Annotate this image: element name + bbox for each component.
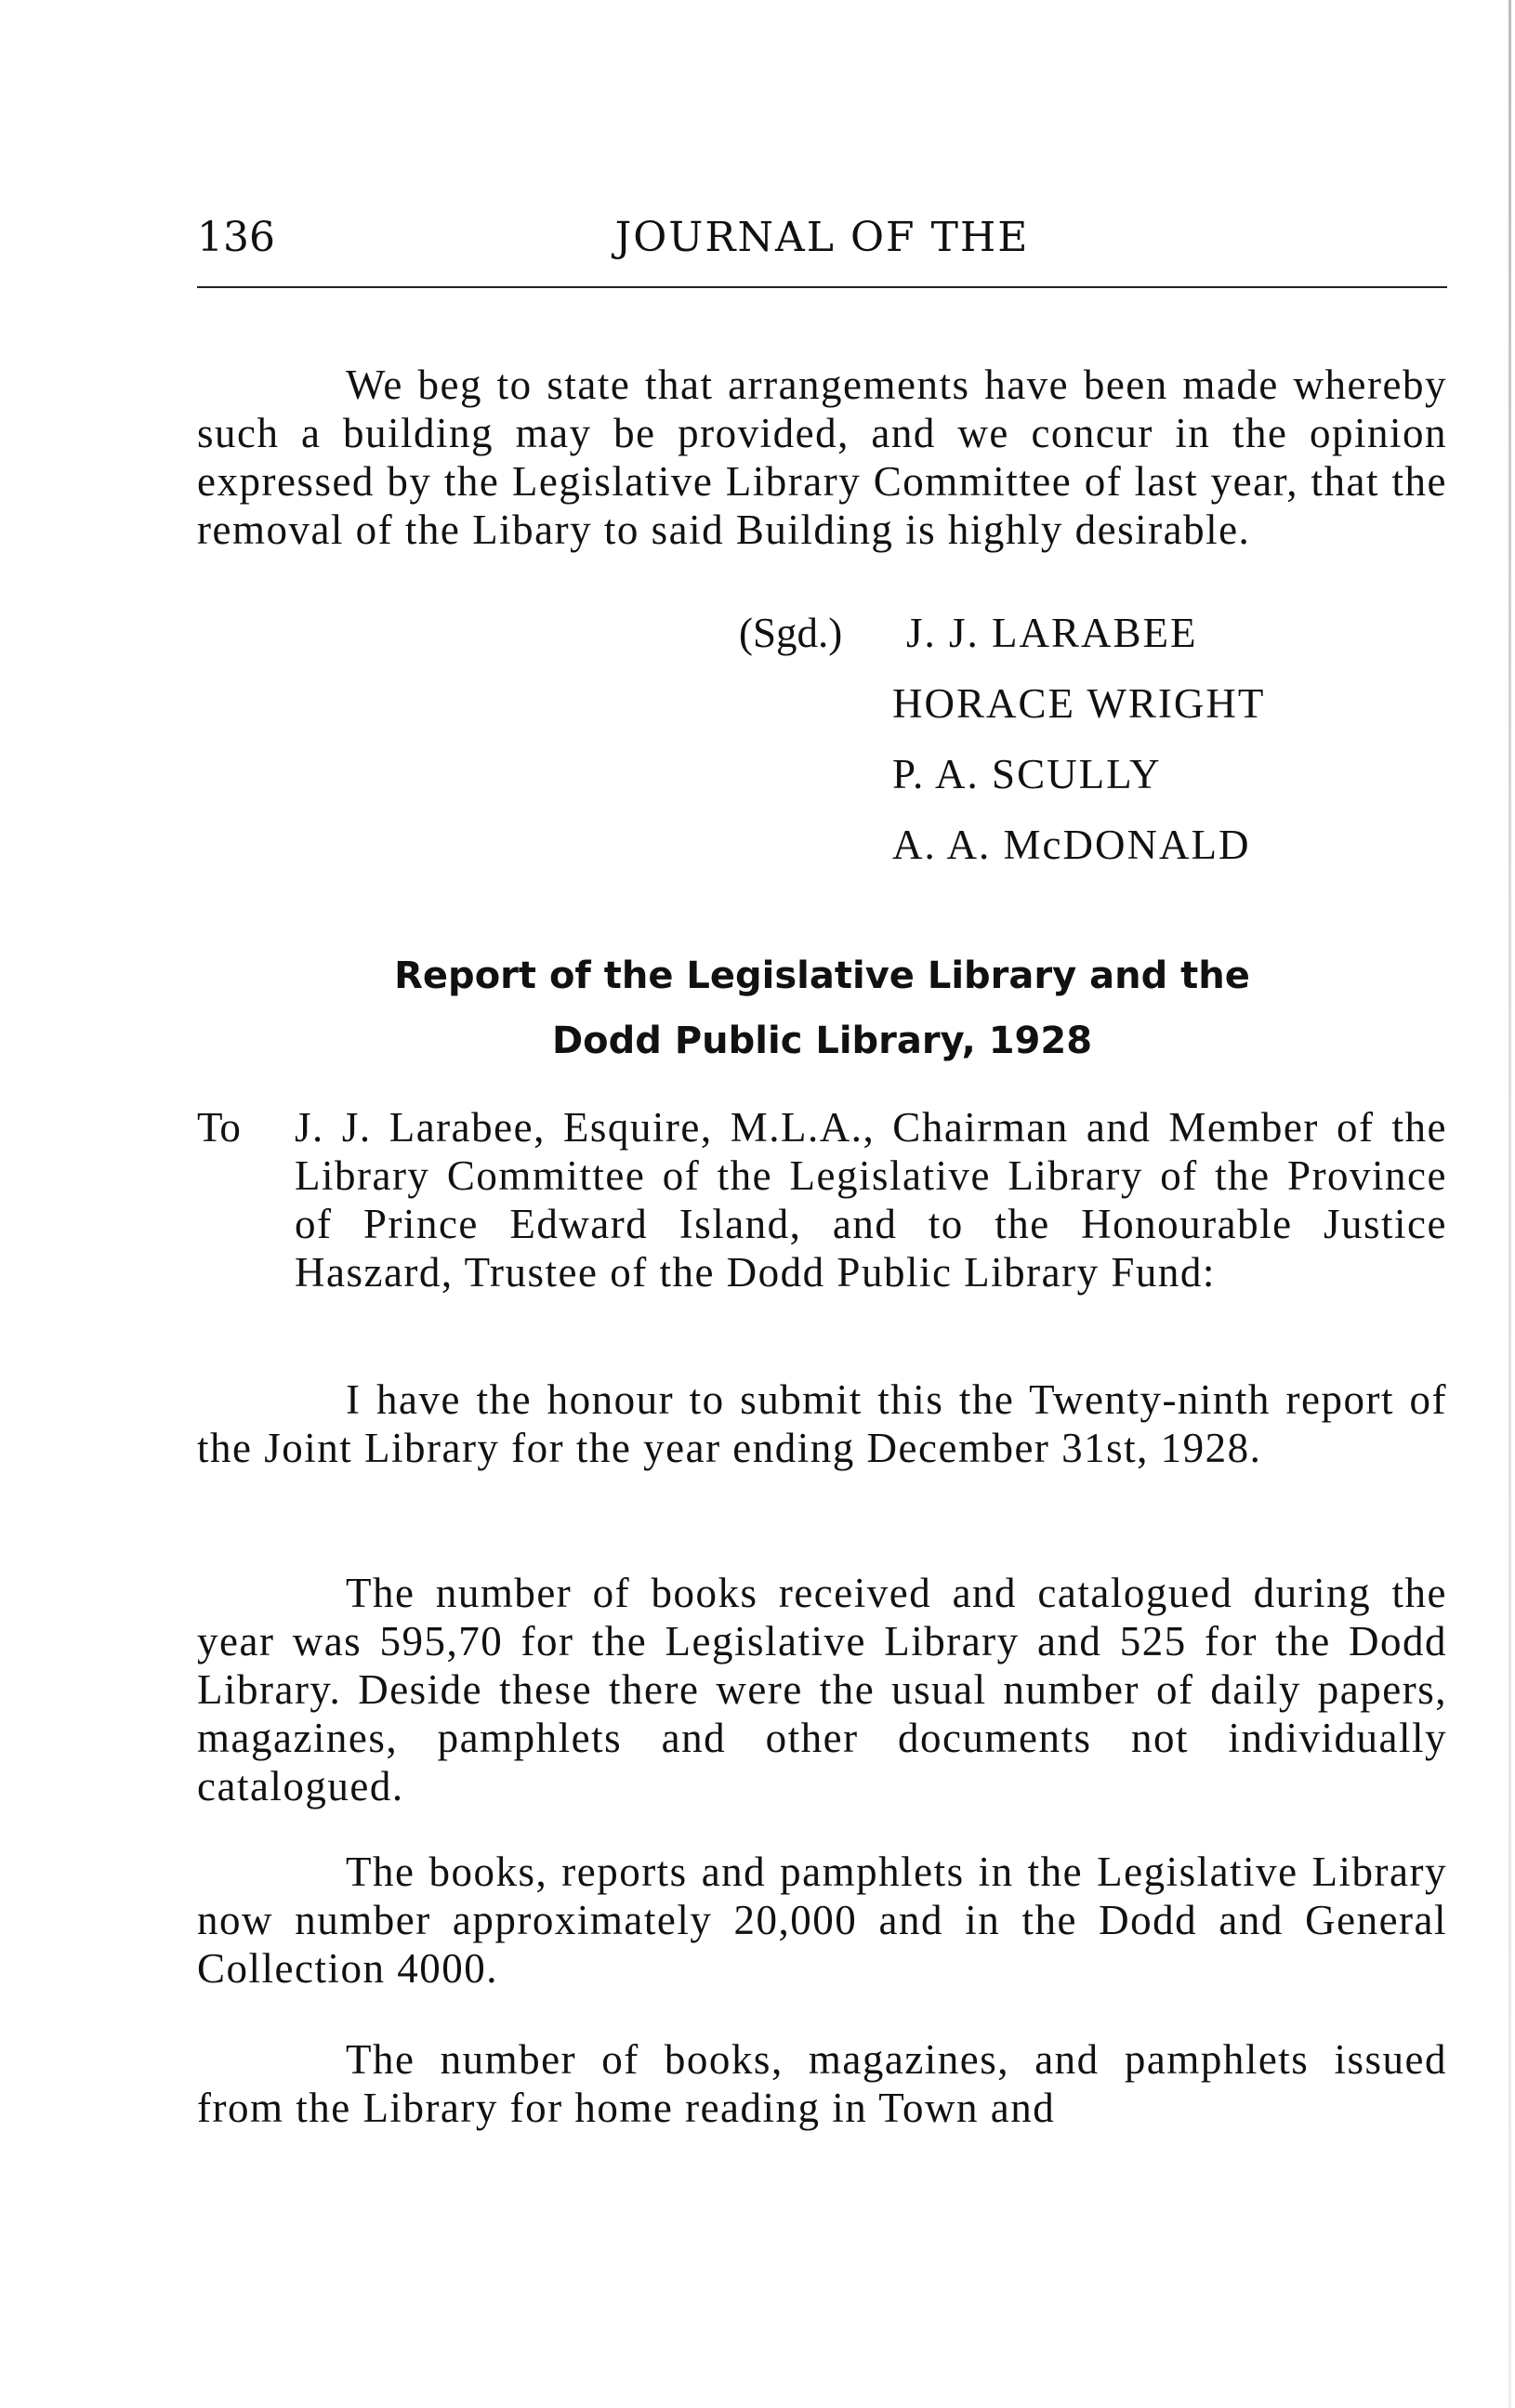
paragraph-arrangements: We beg to state that arrangements have been made whereby such a building may be provided, and we concur in the opinion expressed by the Legislative Library Committee of last year, that the removal of the Libary to said Building is highly desirable. (197, 362, 1447, 553)
signature-larabee: J. J. LARABEE (906, 610, 1198, 656)
paragraph-books-issued: The number of books, magazines, and pamphlets issued from the Library for home reading in Town and (197, 2036, 1447, 2131)
address-text: J. J. Larabee, Esquire, M.L.A., Chairman and Member of the Library Committee of the Legislative Library of the Province of Prince Edward Island, and to the Honourable Justice Haszard, Trustee of the Dodd Public Library Fund: (295, 1104, 1447, 1296)
report-title-line-2: Dodd Public Library, 1928 (551, 1020, 1093, 1062)
page-edge-shadow (1508, 0, 1511, 2408)
signed-label: (Sgd.) (739, 610, 843, 656)
paragraph-collection-size: The books, reports and pamphlets in the Legislative Library now number approximately 20,000 and in the Dodd and General Collection 4000. (197, 1849, 1447, 1992)
signature-scully: P. A. SCULLY (892, 751, 1162, 797)
report-title-line-1: Report of the Legislative Library and the (394, 954, 1250, 997)
running-head: JOURNAL OF THE (614, 214, 1030, 261)
paragraph-report-submission: I have the honour to submit this the Twenty-ninth report of the Joint Library for the year ending December 31st, 1928. (197, 1376, 1447, 1471)
header-rule (197, 286, 1447, 288)
paragraph-books-received: The number of books received and catalogued during the year was 595,70 for the Legislative Library and 525 for the Dodd Library. Deside these there were the usual number of daily papers, magazines, pamphlets and other documents not individually catalogued. (197, 1570, 1447, 1809)
address-to-label: To (197, 1104, 241, 1151)
page-number: 136 (197, 214, 275, 261)
report-title (197, 943, 1447, 1073)
signature-mcdonald: A. A. McDONALD (892, 822, 1251, 868)
signature-wright: HORACE WRIGHT (892, 680, 1266, 727)
page-header (197, 212, 1447, 277)
address-block (197, 1103, 1447, 1296)
